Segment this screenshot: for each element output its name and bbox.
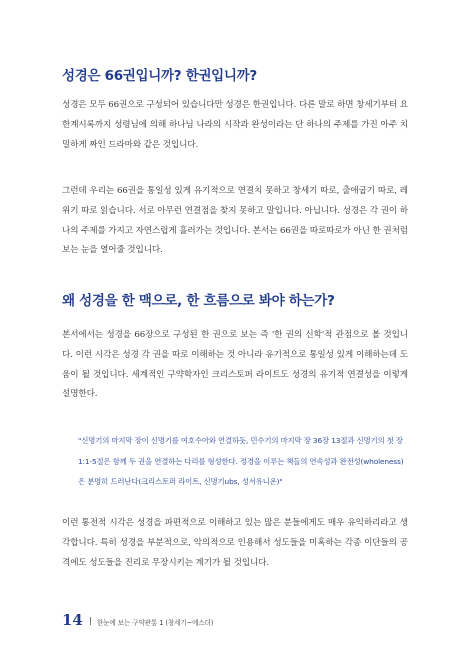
section-heading-why-one-flow: 왜 성경을 한 맥으로, 한 흐름으로 봐야 하는가?: [62, 293, 335, 309]
paragraph-one-book: 성경은 모두 66권으로 구성되어 있습니다만 성경은 한권입니다. 다른 말로 하면 창세기부터 요한계시록까지 성령님에 의해 하나님 나라의 시작과 완성이라는 단 하나의 주제를 가진 아주 치밀하게 짜인 드라마와 같은 것입니다.: [62, 100, 408, 150]
page-number: 14: [62, 611, 83, 629]
footer-divider: [90, 617, 91, 625]
page-footer: [62, 611, 213, 629]
paragraph-66-books-connected: 그런데 우리는 66권을 통일성 있게 유기적으로 연결치 못하고 창세기 따로, 출애굽기 따로, 레위기 따로 읽습니다. 서로 아무런 연결점을 찾지 못하고 말입니다. 아닙니다. 성경은 각 권이 하나의 주제를 가지고 자연스럽게 흘러가는 것입니다. 본서는 66권을 따로따로가 아닌 한 권처럼 보는 눈을 열어줄 것입니다.: [62, 186, 408, 256]
book-title: 한눈에 보는 구약관통 1 (창세기~에스더): [96, 619, 214, 627]
section-heading-one-or-many: 성경은 66권입니까? 한권입니까?: [62, 68, 257, 84]
paragraph-holistic-view: 이런 통전적 시각은 성경을 파편적으로 이해하고 있는 많은 분들에게도 매우 유익하리라고 생각합니다. 특히 성경을 부분적으로, 악의적으로 인용해서 성도들을 미혹하는 각종 이단들의 공격에도 성도들을 진리로 무장시키는 계기가 될 것입니다.: [62, 518, 408, 568]
quote-christopher-wright: "신명기의 마지막 장이 신명기를 여호수아와 연결하듯, 민수기의 마지막 장 36장 13절과 신명기의 첫 장 1:1-5절은 함께 두 권을 연결하는 다리를 형성한다. 정경을 이루는 책들의 연속성과 완전성(wholeness)은 분명히 드러난다(크리스토퍼 라이트, 신명기ubs, 성서유니온)": [78, 436, 404, 486]
paragraph-one-book-theology: 본서에서는 성경을 66장으로 구성된 한 권으로 보는 즉 '한 권의 신학'적 관점으로 볼 것입니다. 이런 시각은 성경 각 권을 따로 이해하는 것 아니라 유기적으로 통일성 있게 이해하는데 도움이 될 것입니다. 세계적인 구약학자인 크리스토퍼 라이트도 성경의 유기적 연결성을 이렇게 설명한다.: [62, 330, 408, 400]
